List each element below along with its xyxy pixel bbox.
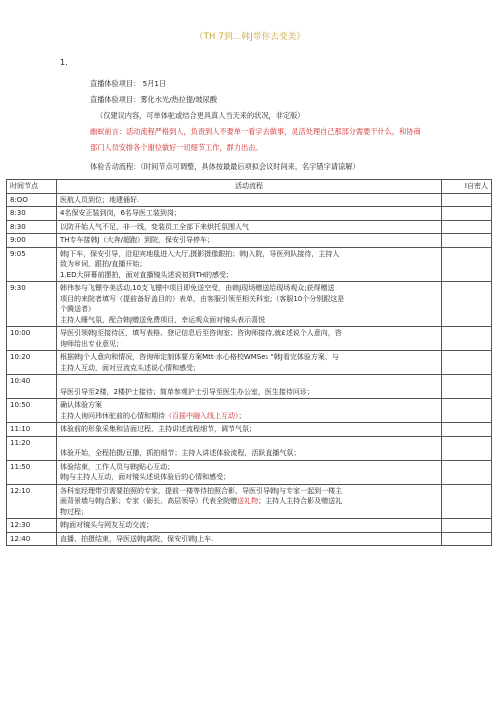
flow-line	[60, 462, 438, 473]
flow-line	[60, 315, 438, 326]
row-flow	[57, 484, 442, 519]
flow-text: 韩伟参与飞镖夺美活动,10支飞镖中项目即免送空受，由韩J现场赠送给现场观众;获得赠送	[60, 284, 335, 292]
table-row	[7, 220, 492, 234]
row-time: 10:00	[7, 327, 57, 351]
header-owner: I自密人	[442, 180, 492, 194]
flow-line	[60, 424, 438, 435]
row-time: 8:OO	[7, 193, 57, 207]
table-header-row	[7, 180, 492, 194]
info-preface-line1: 幽蚁前言：活动流程严格到人，负责到人不要单一看字去做事，灵活处理自己那部分需要干什么，和协商	[90, 127, 421, 136]
row-time: 9:05	[7, 247, 57, 282]
section-number: 1.	[60, 58, 68, 67]
row-time: 12:30	[7, 519, 57, 533]
flow-text: 医航人员到位；地建俑好.	[60, 195, 140, 204]
flow-line	[60, 438, 438, 449]
table-row	[7, 327, 492, 351]
row-time: 11:20	[7, 436, 57, 460]
table-row	[7, 460, 492, 484]
flow-line	[60, 270, 438, 281]
flow-text: 韩J与主持人互动，面对镜头述说体验后的心情和感受；	[60, 473, 231, 481]
flow-text: 主持人互动，面对豆流克头述说心情和感受；	[60, 363, 200, 372]
flow-line	[60, 328, 438, 339]
schedule-table	[6, 179, 492, 546]
flow-highlight: （百摇中融入线上互动）	[165, 411, 239, 420]
row-owner	[442, 532, 492, 546]
flow-text: 直播、拍摄结束，导医送韩J离院，保安引韩J上车.	[60, 534, 214, 543]
row-owner	[442, 193, 492, 207]
row-owner	[442, 220, 492, 234]
flow-line	[60, 387, 438, 398]
flow-text: 画背景墙与韩J合影；专家（砺长、高层领导）代表全院赠	[60, 497, 238, 505]
flow-text: TH专车接韩J（大奔/超跑）到院，保安引导停车；	[60, 236, 214, 244]
row-owner	[442, 234, 492, 248]
flow-line	[60, 496, 438, 507]
table-row	[7, 519, 492, 533]
flow-line	[60, 534, 438, 545]
flow-tail: ；	[238, 411, 246, 420]
row-owner	[442, 282, 492, 327]
flow-text: 物过程；	[60, 507, 88, 516]
row-owner	[442, 351, 492, 375]
row-owner	[442, 375, 492, 399]
flow-line	[60, 249, 438, 260]
row-flow	[57, 220, 442, 234]
row-time: 12:10	[7, 484, 57, 519]
table-row	[7, 282, 492, 327]
flow-text: 根据韩J个人意向和情况，咨询师定制体要方案Mtt·水心格校WMSe₁ "韩J看完体验方案，与	[60, 353, 339, 361]
row-owner	[442, 247, 492, 282]
table-row	[7, 375, 492, 399]
row-time: 11:50	[7, 460, 57, 484]
flow-line	[60, 222, 438, 233]
row-flow	[57, 234, 442, 248]
schedule-body	[7, 193, 492, 546]
row-flow	[57, 436, 442, 460]
flow-line	[60, 195, 438, 206]
flow-line	[60, 448, 438, 459]
flow-highlight: 送礼物	[237, 497, 259, 505]
row-flow	[57, 375, 442, 399]
flow-text: 主持人睡气氛，配合韩J赠送免费项目，幸运观众面对镜头表示喜悦	[60, 315, 266, 324]
document-title: （TH 7到...韩J带你去变美》	[194, 32, 306, 42]
flow-text: 各科室经理带引需要拍照的专家，提前一楼等待拍照合影，导医引导韩J与专家一起到一楼主	[60, 486, 343, 495]
flow-text: 以防开始人气不足，非一线，变装员工全部下来烘托氛围人气	[60, 222, 249, 231]
flow-line	[60, 304, 438, 315]
row-time: 8:30	[7, 220, 57, 234]
table-row	[7, 423, 492, 437]
header-time: 时间节点	[7, 180, 57, 194]
flow-line	[60, 208, 438, 219]
row-flow	[57, 399, 442, 423]
row-time: 9:30	[7, 282, 57, 327]
row-owner	[442, 399, 492, 423]
flow-text: 体验开始，全程拍摄/亘播，抓拍细节；主持人讲述体验流程，活跃直播气氛；	[60, 449, 301, 457]
row-owner	[442, 460, 492, 484]
row-flow	[57, 193, 442, 207]
row-flow	[57, 519, 442, 533]
row-time: 12:40	[7, 532, 57, 546]
flow-text: 4名保安正装到岗，6名导医工装到岗；	[60, 209, 181, 217]
table-row	[7, 207, 492, 221]
flow-line	[60, 363, 438, 374]
flow-text: 体验前的形象采集和洁面过程，主持讲述流程细节，调节气氛；	[60, 425, 256, 433]
flow-line	[60, 283, 438, 294]
row-flow	[57, 282, 442, 327]
table-row	[7, 351, 492, 375]
info-preface-line2: 部门人员安排各个谢位做好一切细节工作，群力出击。	[90, 143, 263, 152]
info-flow-title: 体验舌动流程：（时间节点可调整，具体按最最后项拟会议时间来，名字错字请谅解）	[90, 162, 360, 171]
info-note: （仅建议内容，可单体驼或结合更具真人当天来的状况，非定版）	[96, 111, 305, 120]
flow-text: 韩J下车，保安引导，沿迎宾地毯进入大厅,摄影摄像跟拍；韩J入院，导医列队接待，主持人	[60, 249, 340, 258]
flow-text: 个腾送者）	[60, 305, 95, 313]
flow-line	[60, 376, 438, 387]
flow-line	[60, 339, 438, 350]
flow-line	[60, 259, 438, 270]
flow-line	[60, 472, 438, 483]
table-row	[7, 247, 492, 282]
row-flow	[57, 423, 442, 437]
flow-text: 韩J面对镜头与网友互动交流；	[60, 521, 154, 529]
table-row	[7, 193, 492, 207]
row-owner	[442, 519, 492, 533]
table-row	[7, 436, 492, 460]
flow-line	[60, 486, 438, 497]
row-owner	[442, 423, 492, 437]
table-row	[7, 484, 492, 519]
flow-text: 确认体验方案	[60, 401, 102, 409]
flow-text: 询师给出专业意见；	[60, 339, 123, 348]
header-flow: 活动流程	[57, 180, 442, 194]
flow-line	[60, 235, 438, 246]
flow-line	[60, 400, 438, 411]
row-flow	[57, 247, 442, 282]
flow-text: 致为®词，跟拍/直播开始；	[60, 260, 147, 268]
flow-text: 导医引领韩J至接待区，填写表格、登记信息后至咨询室；咨询师接待,就£述说个人意向，咨	[60, 329, 342, 337]
row-owner	[442, 327, 492, 351]
row-owner	[442, 436, 492, 460]
row-owner	[442, 484, 492, 519]
row-flow	[57, 327, 442, 351]
row-time: 10:40	[7, 375, 57, 399]
flow-line	[60, 352, 438, 363]
flow-line	[60, 294, 438, 305]
flow-text: 主持人询问玮休驼前的心情和期待	[60, 411, 165, 420]
table-row	[7, 234, 492, 248]
table-row	[7, 532, 492, 546]
table-row	[7, 399, 492, 423]
row-flow	[57, 532, 442, 546]
row-flow	[57, 460, 442, 484]
row-time: 9:00	[7, 234, 57, 248]
row-time: 10:20	[7, 351, 57, 375]
flow-line	[60, 507, 438, 518]
info-project: 直播体验项目：雾化水光/热拉提/玻尿酸	[90, 95, 218, 104]
flow-text: 导医引导至2楼，2楼护士接待；简单参观沪士引导至医生办公室，医生接待问诊；	[60, 387, 314, 396]
row-flow	[57, 351, 442, 375]
flow-text: 1.ED大屏幕前摆拍，面对直播镜头述说初到TH的感受；	[60, 270, 234, 279]
flow-text: 体验结束，工作人员与韩J贴心互动；	[60, 462, 175, 471]
row-flow	[57, 207, 442, 221]
flow-text: 项目的来院者填写（提前备好盖目的）表单，由客服引领至相关科室;（客服10个分别跟这是	[60, 294, 345, 303]
flow-tail: ；主持人主持合影及赠送礼	[258, 497, 343, 505]
row-time: 10:50	[7, 399, 57, 423]
info-date: 直播体验项目： 5月1日	[90, 79, 167, 88]
row-owner	[442, 207, 492, 221]
flow-line	[60, 411, 438, 422]
flow-line	[60, 520, 438, 531]
row-time: 11:10	[7, 423, 57, 437]
row-time: 8:30	[7, 207, 57, 221]
